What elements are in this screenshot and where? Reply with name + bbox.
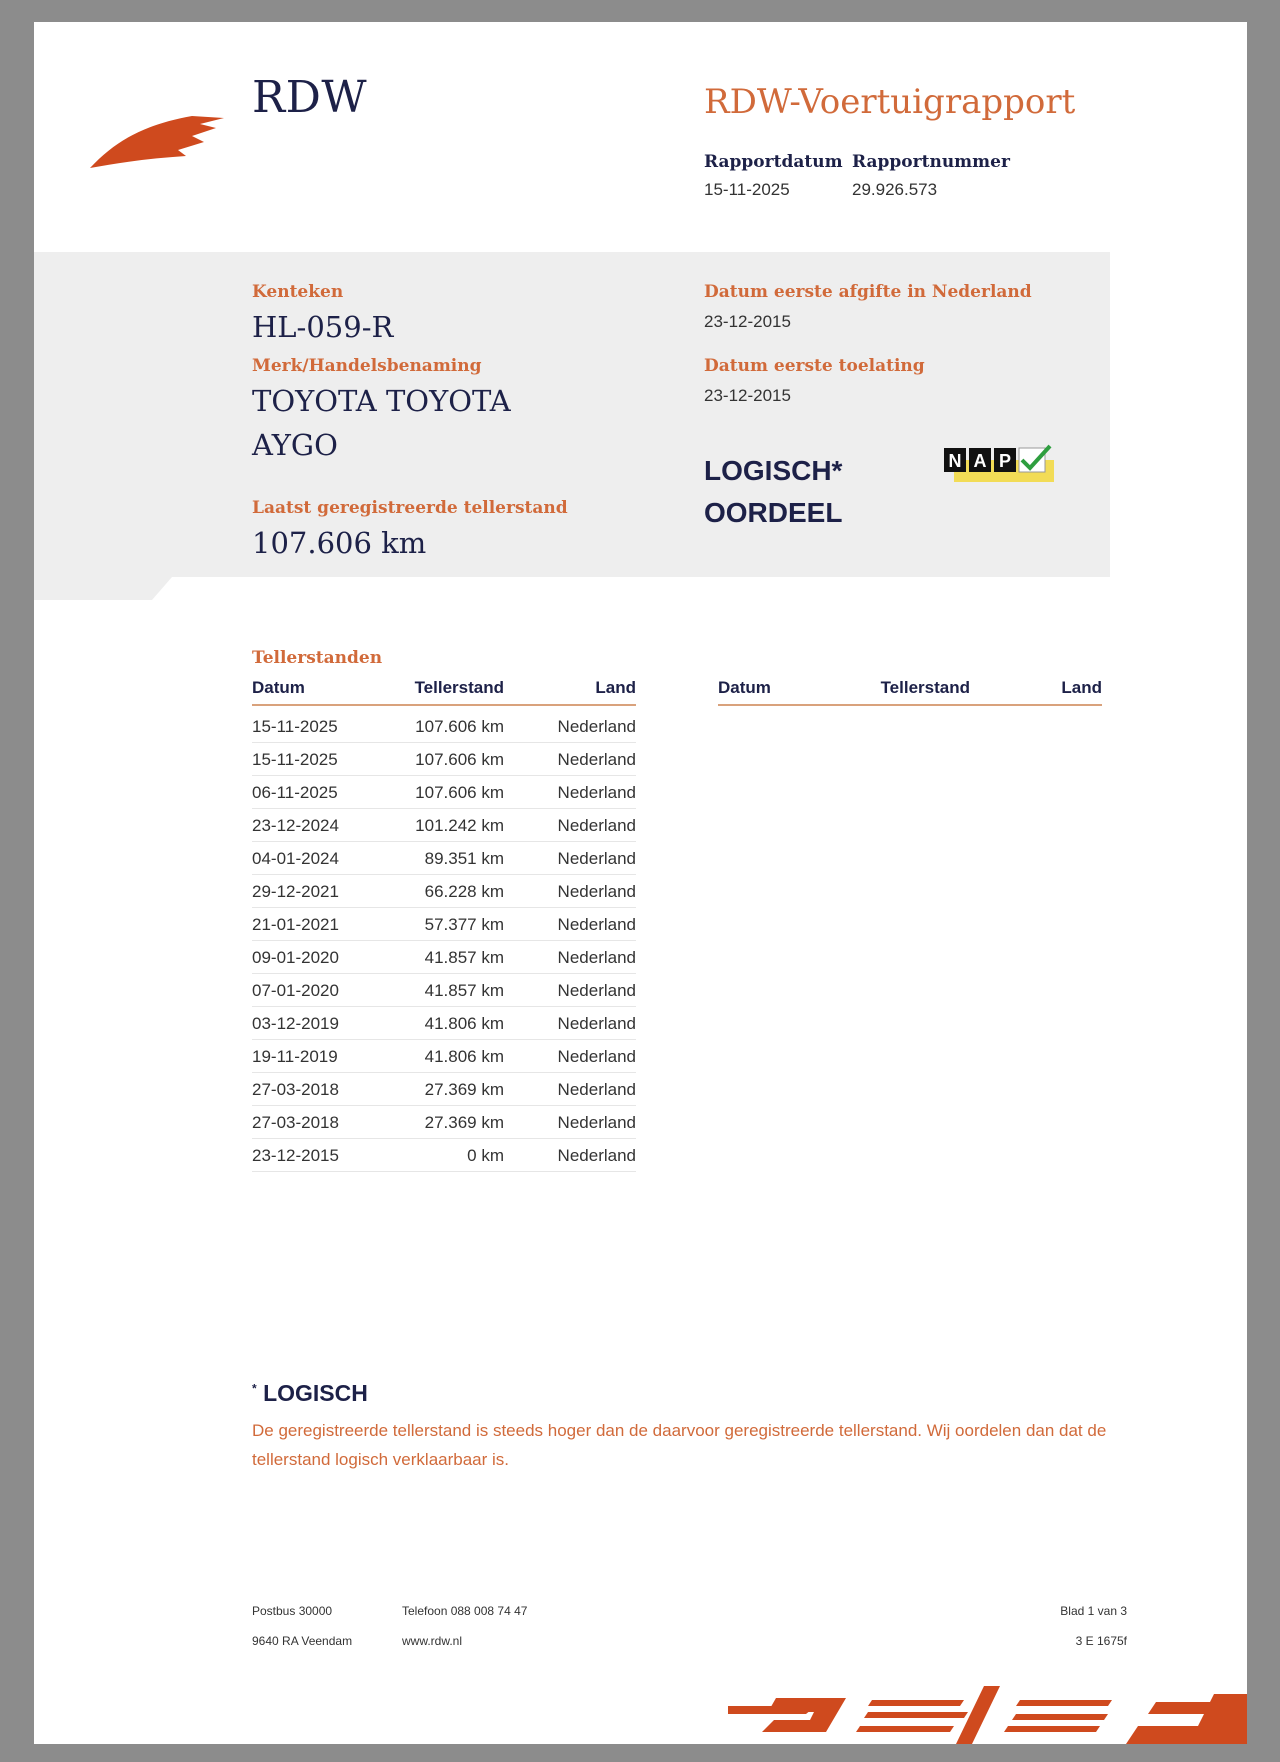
table-row xyxy=(252,875,636,908)
row-country: Nederland xyxy=(557,1014,636,1033)
row-country: Nederland xyxy=(557,816,636,835)
row-reading: 41.857 km xyxy=(424,981,504,1000)
row-reading: 107.606 km xyxy=(415,750,504,769)
row-date: 15-11-2025 xyxy=(252,717,338,736)
nap-letter-a: A xyxy=(973,451,987,471)
footnote-text: De geregistreerde tellerstand is steeds hoger dan de daarvoor geregistreerde tellerstand. Wij oordelen dan dat de tellerstand logisch verklaarbaar is. xyxy=(252,1421,1107,1469)
row-reading: 0 km xyxy=(467,1146,504,1165)
table-row xyxy=(252,842,636,875)
make-value-line2: AYGO xyxy=(252,428,338,462)
table-row xyxy=(252,743,636,776)
row-date: 27-03-2018 xyxy=(252,1080,339,1099)
footer-code: 3 E 1675f xyxy=(1075,1634,1127,1648)
verdict-line1: LOGISCH* xyxy=(704,455,843,486)
footnote-title-text: LOGISCH xyxy=(263,1380,368,1406)
row-reading: 41.806 km xyxy=(424,1047,504,1066)
row-country: Nederland xyxy=(557,750,636,769)
row-date: 06-11-2025 xyxy=(252,783,338,802)
footer-phone: Telefoon 088 008 74 47 xyxy=(402,1604,528,1618)
row-reading: 41.806 km xyxy=(424,1014,504,1033)
table-row xyxy=(252,1073,636,1106)
row-date: 23-12-2015 xyxy=(252,1146,339,1165)
table-row xyxy=(252,908,636,941)
plate-label: Kenteken xyxy=(252,282,344,302)
table-row xyxy=(252,1007,636,1040)
row-reading: 89.351 km xyxy=(424,849,504,868)
row-reading: 107.606 km xyxy=(415,717,504,736)
verdict xyxy=(704,450,842,534)
report-page xyxy=(34,22,1247,1744)
row-date: 27-03-2018 xyxy=(252,1113,339,1132)
row-country: Nederland xyxy=(557,1146,636,1165)
table-body xyxy=(252,710,636,1172)
row-reading: 107.606 km xyxy=(415,783,504,802)
odometer-value: 107.606 km xyxy=(252,526,427,560)
nap-letter-n: N xyxy=(948,451,962,471)
row-country: Nederland xyxy=(557,1047,636,1066)
header-reading-2: Tellerstand xyxy=(880,678,970,697)
row-date: 04-01-2024 xyxy=(252,849,339,868)
table-title: Tellerstanden xyxy=(252,648,383,668)
row-reading: 57.377 km xyxy=(424,915,504,934)
row-reading: 101.242 km xyxy=(415,816,504,835)
report-title: RDW-Voertuigrapport xyxy=(704,82,1076,122)
row-date: 19-11-2019 xyxy=(252,1047,338,1066)
row-country: Nederland xyxy=(557,1113,636,1132)
make-value-line1: TOYOTA TOYOTA xyxy=(252,384,511,418)
make-label: Merk/Handelsbenaming xyxy=(252,356,482,376)
row-country: Nederland xyxy=(557,1080,636,1099)
header-country-2: Land xyxy=(1061,678,1102,697)
row-date: 07-01-2020 xyxy=(252,981,339,1000)
row-reading: 27.369 km xyxy=(424,1113,504,1132)
row-date: 09-01-2020 xyxy=(252,948,339,967)
table-row xyxy=(252,1040,636,1073)
verdict-line2: OORDEEL xyxy=(704,497,843,528)
row-reading: 41.857 km xyxy=(424,948,504,967)
header-country: Land xyxy=(595,678,636,697)
table-row xyxy=(252,1106,636,1139)
footnote-marker: * xyxy=(252,1381,257,1396)
vehicle-panel-bg xyxy=(34,252,1110,622)
table-header-empty xyxy=(718,678,1102,706)
row-country: Nederland xyxy=(557,948,636,967)
row-country: Nederland xyxy=(557,849,636,868)
row-date: 15-11-2025 xyxy=(252,750,338,769)
row-date: 21-01-2021 xyxy=(252,915,339,934)
table-row xyxy=(252,776,636,809)
row-date: 03-12-2019 xyxy=(252,1014,339,1033)
header-reading: Tellerstand xyxy=(414,678,504,697)
report-number-value: 29.926.573 xyxy=(852,180,938,199)
header-date: Datum xyxy=(252,678,305,697)
row-country: Nederland xyxy=(557,882,636,901)
first-nl-value: 23-12-2015 xyxy=(704,312,791,331)
row-country: Nederland xyxy=(557,717,636,736)
footer-website[interactable]: www.rdw.nl xyxy=(402,1634,463,1648)
footer-address-2: 9640 RA Veendam xyxy=(252,1634,353,1648)
nap-letter-p: P xyxy=(998,451,1012,471)
row-date: 23-12-2024 xyxy=(252,816,339,835)
row-reading: 66.228 km xyxy=(424,882,504,901)
table-header xyxy=(252,678,636,706)
first-admission-label: Datum eerste toelating xyxy=(704,356,925,376)
table-row xyxy=(252,941,636,974)
footer-page: Blad 1 van 3 xyxy=(1060,1604,1127,1618)
table-row xyxy=(252,710,636,743)
report-date-value: 15-11-2025 xyxy=(704,180,790,199)
footnote-title xyxy=(252,1380,368,1407)
first-nl-label: Datum eerste afgifte in Nederland xyxy=(704,282,1032,302)
header-date-2: Datum xyxy=(718,678,771,697)
table-row xyxy=(252,974,636,1007)
stripes-icon xyxy=(728,1686,1247,1744)
brand-logo-text: RDW xyxy=(252,72,368,123)
plate-value: HL-059-R xyxy=(252,310,394,344)
feather-icon xyxy=(88,98,228,170)
row-date: 29-12-2021 xyxy=(252,882,339,901)
report-number-label: Rapportnummer xyxy=(852,152,1010,172)
row-country: Nederland xyxy=(557,981,636,1000)
table-row xyxy=(252,1139,636,1172)
nap-check-icon xyxy=(944,442,1054,494)
table-row xyxy=(252,809,636,842)
row-country: Nederland xyxy=(557,783,636,802)
report-date-label: Rapportdatum xyxy=(704,152,843,172)
odometer-label: Laatst geregistreerde tellerstand xyxy=(252,498,568,518)
footer-address-1: Postbus 30000 xyxy=(252,1604,333,1618)
row-country: Nederland xyxy=(557,915,636,934)
first-admission-value: 23-12-2015 xyxy=(704,386,791,405)
row-reading: 27.369 km xyxy=(424,1080,504,1099)
